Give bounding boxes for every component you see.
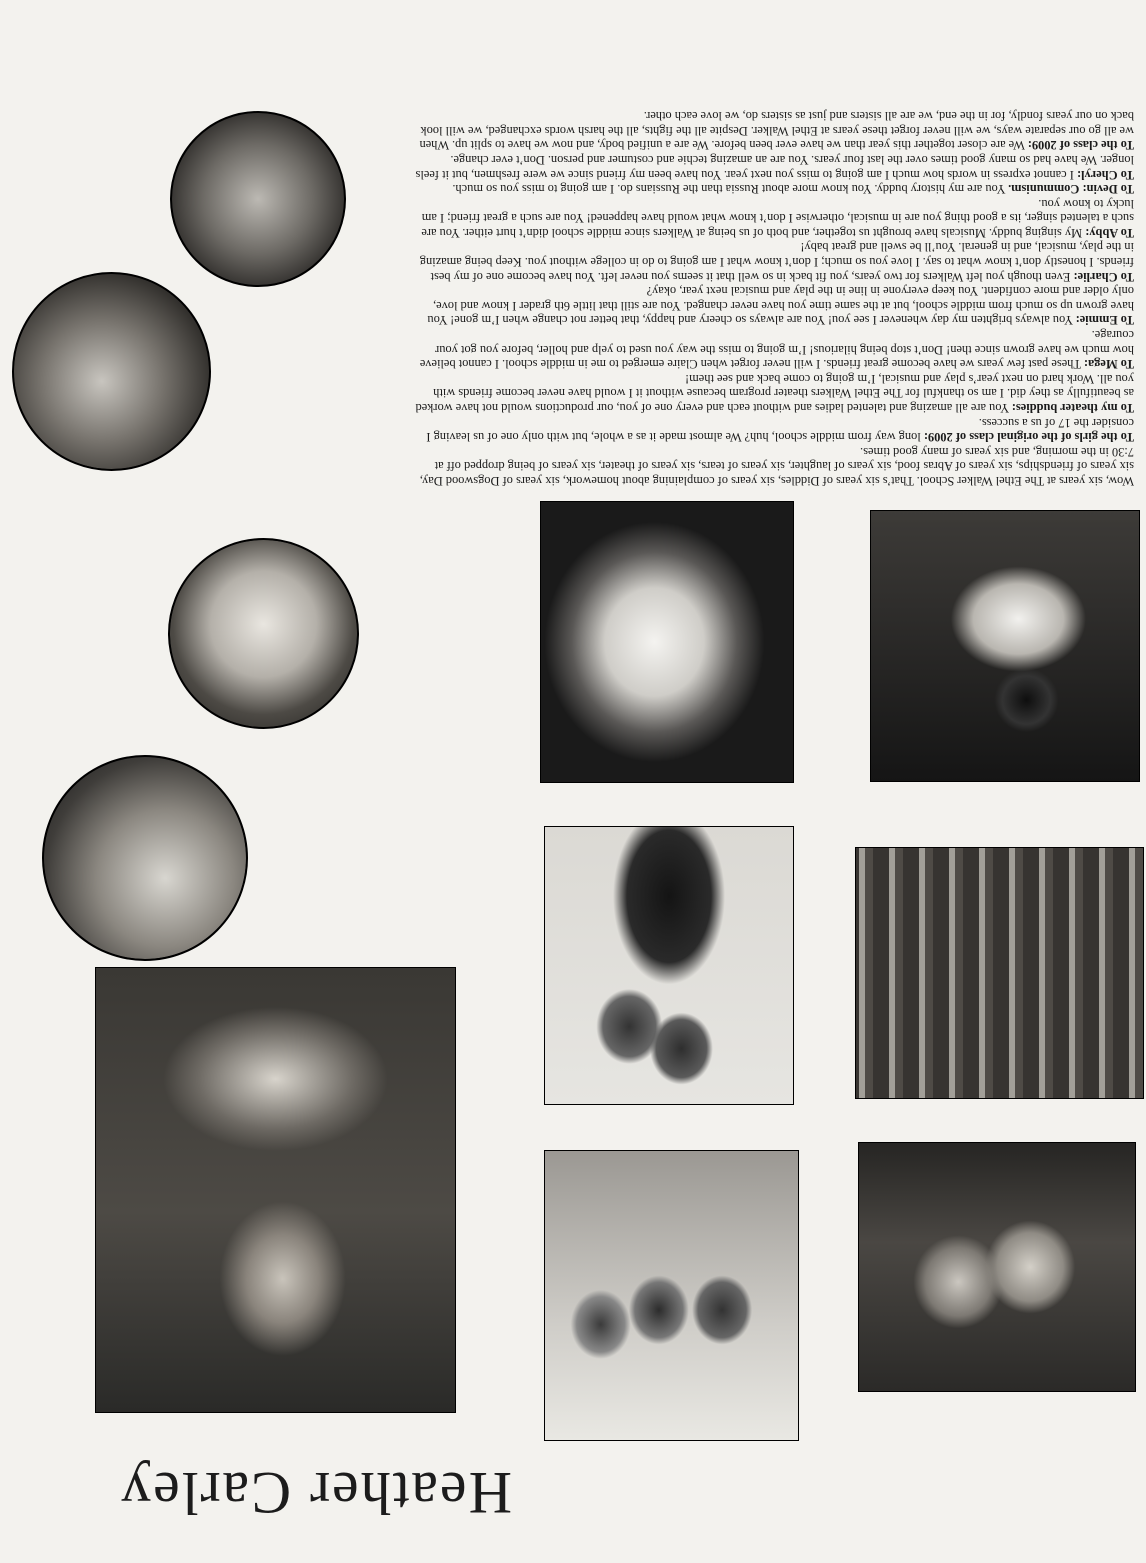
paragraph-class-2009-original: To the girls of the original class of 2009: long way from middle school, huh? We almost made it as a whole, but with only one of us leaving I consider the 17 of us a success. [426,415,1134,445]
paragraph-abby: To Abby: My singing buddy. Musicals have brought us together, and both of us being at Walkers since middle school didn’t hurt either. You are such a talented singer, its a good thing you are in musical, otherwise I don’t know what would have happened! You are such a great friend; I am lucky to know you. [421,196,1134,240]
circle-child-chair-photo [170,111,346,287]
group-three-friends-photo [544,1150,799,1441]
paragraph-devin: To Devin: Communism. You are my history buddy. You know more about Russia than the Russians do. I am going to miss you so much. [452,182,1134,197]
paragraph-theater-buddies: To my theater buddies: You are all amazing and talented ladies and without each and every one of you, our productions would not have worked as beautifully as they did. I am so thankful for The Ethel Walkers theater program because without it I would have never become friends with you all. Work hard on next year’s play and musical, I’m going to come back and see them! [415,371,1134,416]
paragraph-cheryl: To Cheryl: I cannot express in words how much I am going to miss you next year. You have been my friend since we were freshmen, but it feels longer. We have had so many good times over the last four years. You are an amazing techie and costumer and person. Don’t ever change. [415,152,1134,182]
farewell-message [412,109,1134,488]
dog-photo [870,510,1140,782]
intro-paragraph: Wow, six years at The Ethel Walker School. That’s six years of Diddles, six years of complaining about homework, six years of Dogswood Day, six years of friendships, six years of Abras food, six years of laughter, six years of tears, six years of theater, six years of being dropped off at 7:30 in the morning, and six years of many good times. [419,444,1134,488]
treehouse-photo [855,847,1144,1099]
band-friends-photo [544,826,794,1105]
paragraph-mega: To Mega: These past few years we have become great friends. I will never forget when Claire emerged to me in middle school. I cannot believe how much we have grown since then! Don’t stop being hilarious! I’m going to miss the way you used to yelp and holler, before you got your courage. [419,328,1134,372]
portrait-photo [95,967,456,1413]
circle-guitar-photo [12,272,211,471]
circle-toddlers-photo [42,755,248,961]
two-children-photo [858,1142,1136,1392]
paragraph-class-2009: To the class of 2009: We are closer together this year than we have ever been before. We are a unified body, and now we have to split up. When we all go our separate ways, we will never forget these years at Ethel Walker. Despite all the fights, all the harsh words exchanged, we will look back on our years fondly, for in the end, we are all sisters and just as sisters do, we love each other. [419,109,1134,153]
circle-smiling-girl-photo [168,538,359,729]
paragraph-emmie: To Emmie: You always brighten my day whenever I see you! You are always so cheery and happy, that better not change when I’m gone! You have grown up so much from middle school, but at the same time you have never changed. You are still that little 6th grader I know and love, only older and more confident. You keep everyone in line in the play and musical next year, okay? [427,284,1134,328]
cat-photo [540,501,794,783]
paragraph-charlie: To Charlie: Even though you left Walkers for two years, you fit back in so well that it seems you never left. You have become one of my best friends. I honestly don’t know what to say. I love you so much; I don’t know what I am going to do in college without you. Keep being amazing in the play, musical, and in general. You’ll be swell and great baby! [419,240,1134,284]
page-title: Heather Carley [119,1460,512,1526]
